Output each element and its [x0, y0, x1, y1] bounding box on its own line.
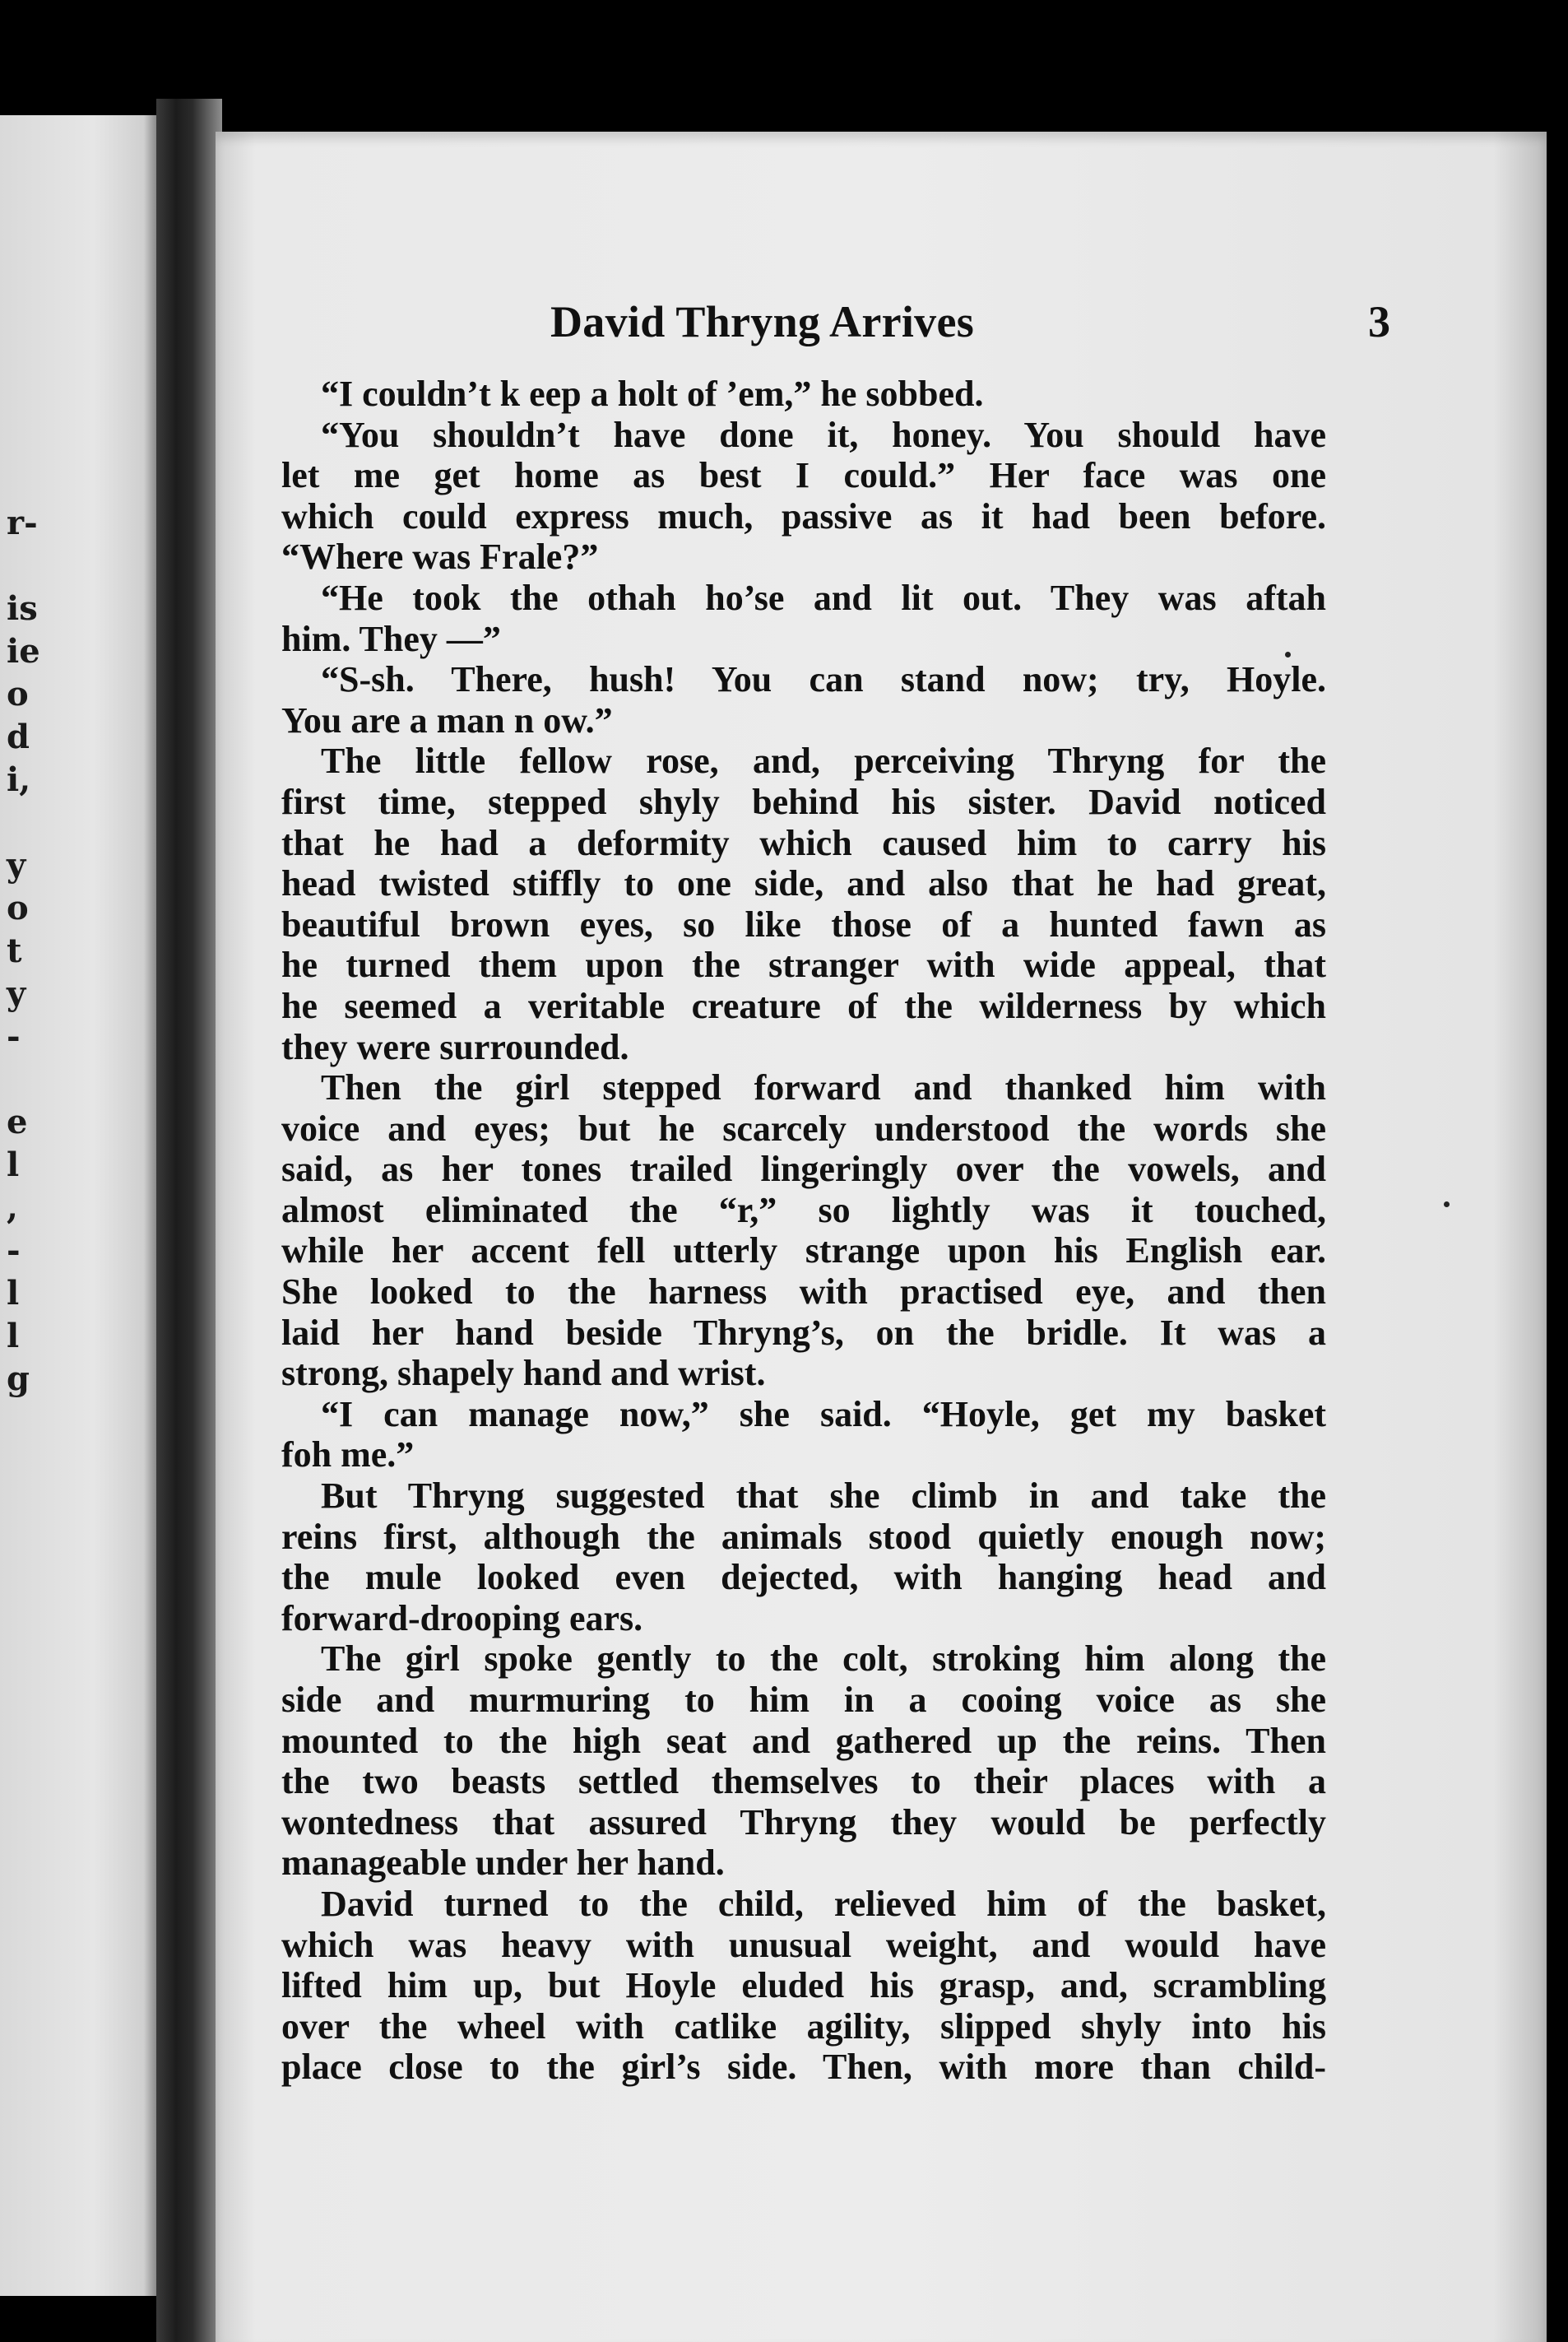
- previous-page-fragment: -: [7, 1017, 21, 1056]
- text-line: him. They —”: [281, 618, 501, 659]
- page-body: [281, 374, 1326, 2088]
- text-line: strong, shapely hand and wrist.: [281, 1353, 766, 1394]
- text-line: the two beasts settled themselves to their places with a: [281, 1761, 1326, 1802]
- previous-page-edge: [0, 115, 156, 2296]
- text-line: lifted him up, but Hoyle eluded his grasp, and, scrambling: [281, 1965, 1326, 2006]
- text-line: said, as her tones trailed lingeringly over the vowels, and: [281, 1149, 1326, 1190]
- text-line: Then the girl stepped forward and thanked him with: [321, 1067, 1326, 1108]
- previous-page-fragment: l: [7, 1145, 20, 1184]
- text-line: David turned to the child, relieved him of the basket,: [321, 1883, 1326, 1924]
- previous-page-fragment: o: [7, 675, 29, 713]
- text-line: head twisted stiffly to one side, and also that he had great,: [281, 863, 1326, 904]
- previous-page-fragment: d: [7, 718, 30, 756]
- text-line: laid her hand beside Thryng’s, on the bridle. It was a: [281, 1312, 1326, 1353]
- text-line: wontedness that assured Thryng they would be perfectly: [281, 1801, 1326, 1842]
- text-line: The girl spoke gently to the colt, stroking him along the: [321, 1638, 1326, 1680]
- previous-page-fragment: ie: [7, 632, 40, 671]
- text-line: he seemed a veritable creature of the wilderness by which: [281, 985, 1326, 1026]
- previous-page-fragment: g: [7, 1359, 30, 1398]
- previous-page-fragment: y: [7, 846, 26, 885]
- previous-page-fragment: l: [7, 1317, 20, 1355]
- text-line: foh me.”: [281, 1434, 415, 1475]
- previous-page-text-fragments: [7, 502, 56, 1401]
- text-line: place close to the girl’s side. Then, with more than child-: [281, 2047, 1326, 2088]
- dust-speck: [1444, 1201, 1450, 1207]
- text-line: the mule looked even dejected, with hanging head and: [281, 1557, 1326, 1598]
- text-line: You are a man n ow.”: [281, 699, 613, 741]
- text-line: “I can manage now,” she said. “Hoyle, get my basket: [321, 1393, 1326, 1434]
- page-header: [281, 296, 1390, 370]
- book-gutter: [156, 99, 222, 2342]
- text-line: “You shouldn’t have done it, honey. You should have: [321, 414, 1326, 455]
- text-line: beautiful brown eyes, so like those of a hunted fawn as: [281, 904, 1326, 945]
- text-line: they were surrounded.: [281, 1026, 629, 1067]
- previous-page-fragment: l: [7, 1274, 20, 1313]
- text-line: voice and eyes; but he scarcely understood the words she: [281, 1108, 1326, 1149]
- page-text-block: [281, 296, 1390, 2088]
- previous-page-fragment: ,: [7, 1188, 18, 1227]
- text-line: side and murmuring to him in a cooing voice as she: [281, 1680, 1326, 1720]
- text-line: he turned them upon the stranger with wide appeal, that: [281, 945, 1326, 986]
- previous-page-fragment: o: [7, 889, 29, 927]
- text-line: mounted to the high seat and gathered up the reins. Then: [281, 1720, 1326, 1761]
- page-number: 3: [1368, 297, 1390, 346]
- text-line: which was heavy with unusual weight, and would have: [281, 1924, 1326, 1965]
- dust-speck: [1285, 652, 1291, 658]
- previous-page-fragment: y: [7, 974, 26, 1013]
- previous-page-fragment: [7, 545, 56, 588]
- previous-page-fragment: t: [7, 932, 22, 970]
- running-title: David Thryng Arrives: [550, 297, 975, 346]
- book-page: [216, 132, 1547, 2342]
- previous-page-fragment: [7, 1058, 56, 1101]
- text-line: almost eliminated the “r,” so lightly was it touched,: [281, 1189, 1326, 1230]
- text-line: “He took the othah ho’se and lit out. They was aftah: [321, 577, 1326, 618]
- text-line: reins first, although the animals stood quietly enough now;: [281, 1516, 1326, 1557]
- text-line: “I couldn’t k eep a holt of ’em,” he sobbed.: [321, 374, 984, 414]
- text-line: that he had a deformity which caused him to carry his: [281, 822, 1326, 863]
- text-line: while her accent fell utterly strange upon his English ear.: [281, 1230, 1326, 1271]
- previous-page-fragment: e: [7, 1103, 28, 1141]
- previous-page-fragment: i,: [7, 760, 31, 799]
- text-line: forward-drooping ears.: [281, 1597, 643, 1638]
- text-line: But Thryng suggested that she climb in and take the: [321, 1475, 1326, 1517]
- previous-page-fragment: r-: [7, 504, 38, 542]
- text-line: “S-sh. There, hush! You can stand now; try, Hoyle.: [321, 659, 1326, 700]
- text-line: The little fellow rose, and, perceiving Thryng for the: [321, 741, 1326, 782]
- text-line: first time, stepped shyly behind his sister. David noticed: [281, 781, 1326, 822]
- text-line: let me get home as best I could.” Her face was one: [281, 455, 1326, 496]
- text-line: She looked to the harness with practised eye, and then: [281, 1271, 1326, 1313]
- previous-page-fragment: [7, 802, 56, 844]
- previous-page-fragment: -: [7, 1231, 21, 1270]
- text-line: “Where was Frale?”: [281, 537, 599, 578]
- previous-page-fragment: is: [7, 589, 38, 628]
- text-line: over the wheel with catlike agility, slipped shyly into his: [281, 2005, 1326, 2047]
- text-line: which could express much, passive as it had been before.: [281, 495, 1326, 537]
- text-line: manageable under her hand.: [281, 1842, 725, 1884]
